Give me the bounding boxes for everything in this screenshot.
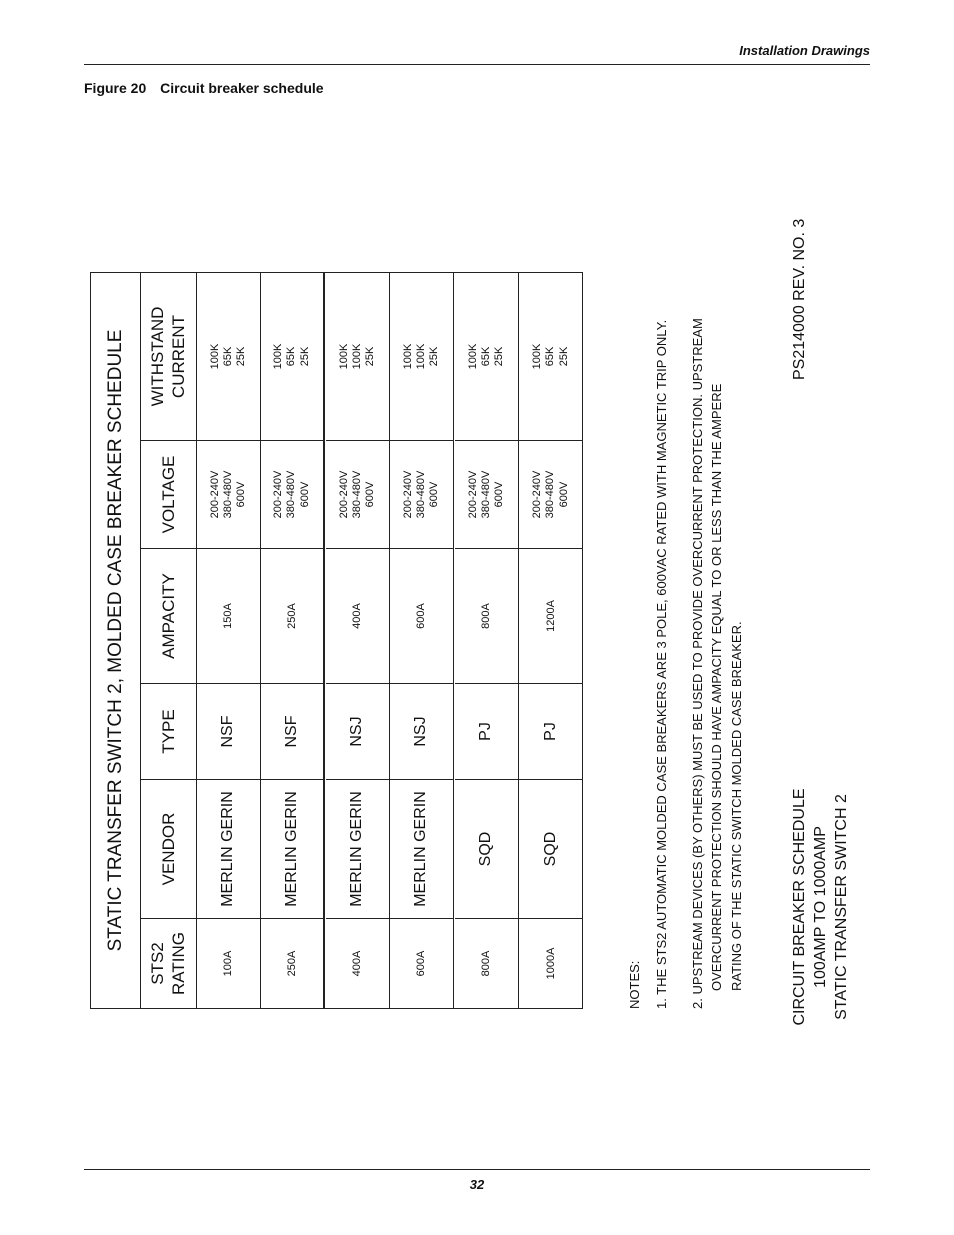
- table-row: [519, 273, 583, 1008]
- cell-vendor: MERLIN GERIN: [390, 780, 453, 919]
- title-block: [790, 772, 852, 1042]
- table-row: [390, 273, 454, 1008]
- cell-voltage: 200-240V 380-480V 600V: [519, 441, 583, 549]
- cell-rating: 1000A: [544, 947, 557, 980]
- section-header: Installation Drawings: [739, 43, 870, 58]
- cell-withstand: 100K 100K 25K: [326, 273, 389, 441]
- header-rule: [84, 64, 870, 65]
- cell-type: NSF: [197, 684, 260, 780]
- header-type: TYPE: [141, 684, 196, 780]
- cell-ampacity: 250A: [261, 549, 323, 684]
- table-title: STATIC TRANSFER SWITCH 2, MOLDED CASE BREAKER SCHEDULE: [91, 273, 141, 1008]
- header-rating: STS2 RATING: [148, 932, 188, 995]
- cell-withstand: 100K 100K 25K: [390, 273, 453, 441]
- table-row: [261, 273, 325, 1008]
- rotated-drawing: [90, 170, 870, 1130]
- table-row: [326, 273, 390, 1008]
- cell-voltage: 200-240V 380-480V 600V: [390, 441, 453, 549]
- cell-ampacity: 1200A: [519, 549, 583, 684]
- cell-voltage: 200-240V 380-480V 600V: [261, 441, 323, 549]
- cell-withstand: 100K 65K 25K: [455, 273, 518, 441]
- cell-ampacity: 400A: [326, 549, 389, 684]
- figure-number: Figure 20: [84, 80, 147, 96]
- cell-rating: 100A: [222, 950, 235, 977]
- title-line-1: CIRCUIT BREAKER SCHEDULE: [791, 788, 808, 1026]
- cell-withstand: 100K 65K 25K: [519, 273, 583, 441]
- page-number: 32: [469, 1177, 485, 1192]
- cell-rating: 600A: [415, 950, 428, 977]
- cell-ampacity: 600A: [390, 549, 453, 684]
- cell-vendor: MERLIN GERIN: [261, 780, 323, 919]
- footer-rule: [84, 1169, 870, 1170]
- table-row: [455, 273, 519, 1008]
- cell-type: NSF: [261, 684, 323, 780]
- cell-vendor: SQD: [455, 780, 518, 919]
- cell-vendor: SQD: [519, 780, 583, 919]
- cell-voltage: 200-240V 380-480V 600V: [197, 441, 260, 549]
- cell-voltage: 200-240V 380-480V 600V: [455, 441, 518, 549]
- cell-type: NSJ: [390, 684, 453, 780]
- cell-withstand: 100K 65K 25K: [197, 273, 260, 441]
- cell-voltage: 200-240V 380-480V 600V: [326, 441, 389, 549]
- document-number: PS214000 REV. NO. 3: [791, 218, 808, 380]
- cell-withstand: 100K 65K 25K: [261, 273, 323, 441]
- cell-type: PJ: [455, 684, 518, 780]
- cell-vendor: MERLIN GERIN: [197, 780, 260, 919]
- note-1: 1. THE STS2 AUTOMATIC MOLDED CASE BREAKERS ARE 3 POLE, 600VAC RATED WITH MAGNETIC TRIP ONLY.: [653, 319, 669, 1009]
- cell-rating: 400A: [351, 950, 364, 977]
- cell-type: PJ: [519, 684, 583, 780]
- header-withstand: WITHSTAND CURRENT: [141, 273, 196, 441]
- title-line-2: 100AMP TO 1000AMP: [811, 826, 829, 988]
- notes-section: [625, 189, 747, 1009]
- note-2: 2. UPSTREAM DEVICES (BY OTHERS) MUST BE USED TO PROVIDE OVERCURRENT PROTECTION. UPSTREAM OVERCURRENT PROTECTION SHOULD HAVE AMPACITY EQUAL TO OR LESS THAN THE AMPERE RATING OF THE STATIC SWITCH MOLDED CASE BREAKER.: [689, 318, 744, 1009]
- cell-rating: 800A: [480, 950, 493, 977]
- header-ampacity: AMPACITY: [141, 549, 196, 684]
- title-line-3: STATIC TRANSFER SWITCH 2: [832, 794, 850, 1020]
- table-header-row: [141, 273, 197, 1008]
- cell-rating: 250A: [285, 950, 298, 977]
- cell-vendor: MERLIN GERIN: [326, 780, 389, 919]
- figure-title: Circuit breaker schedule: [160, 80, 324, 96]
- header-voltage: VOLTAGE: [141, 441, 196, 549]
- cell-type: NSJ: [326, 684, 389, 780]
- breaker-schedule-table: [90, 272, 583, 1009]
- cell-ampacity: 150A: [197, 549, 260, 684]
- header-vendor: VENDOR: [141, 780, 196, 919]
- cell-ampacity: 800A: [455, 549, 518, 684]
- table-row: [197, 273, 261, 1008]
- figure-caption: [84, 80, 324, 96]
- notes-title: NOTES:: [627, 960, 642, 1009]
